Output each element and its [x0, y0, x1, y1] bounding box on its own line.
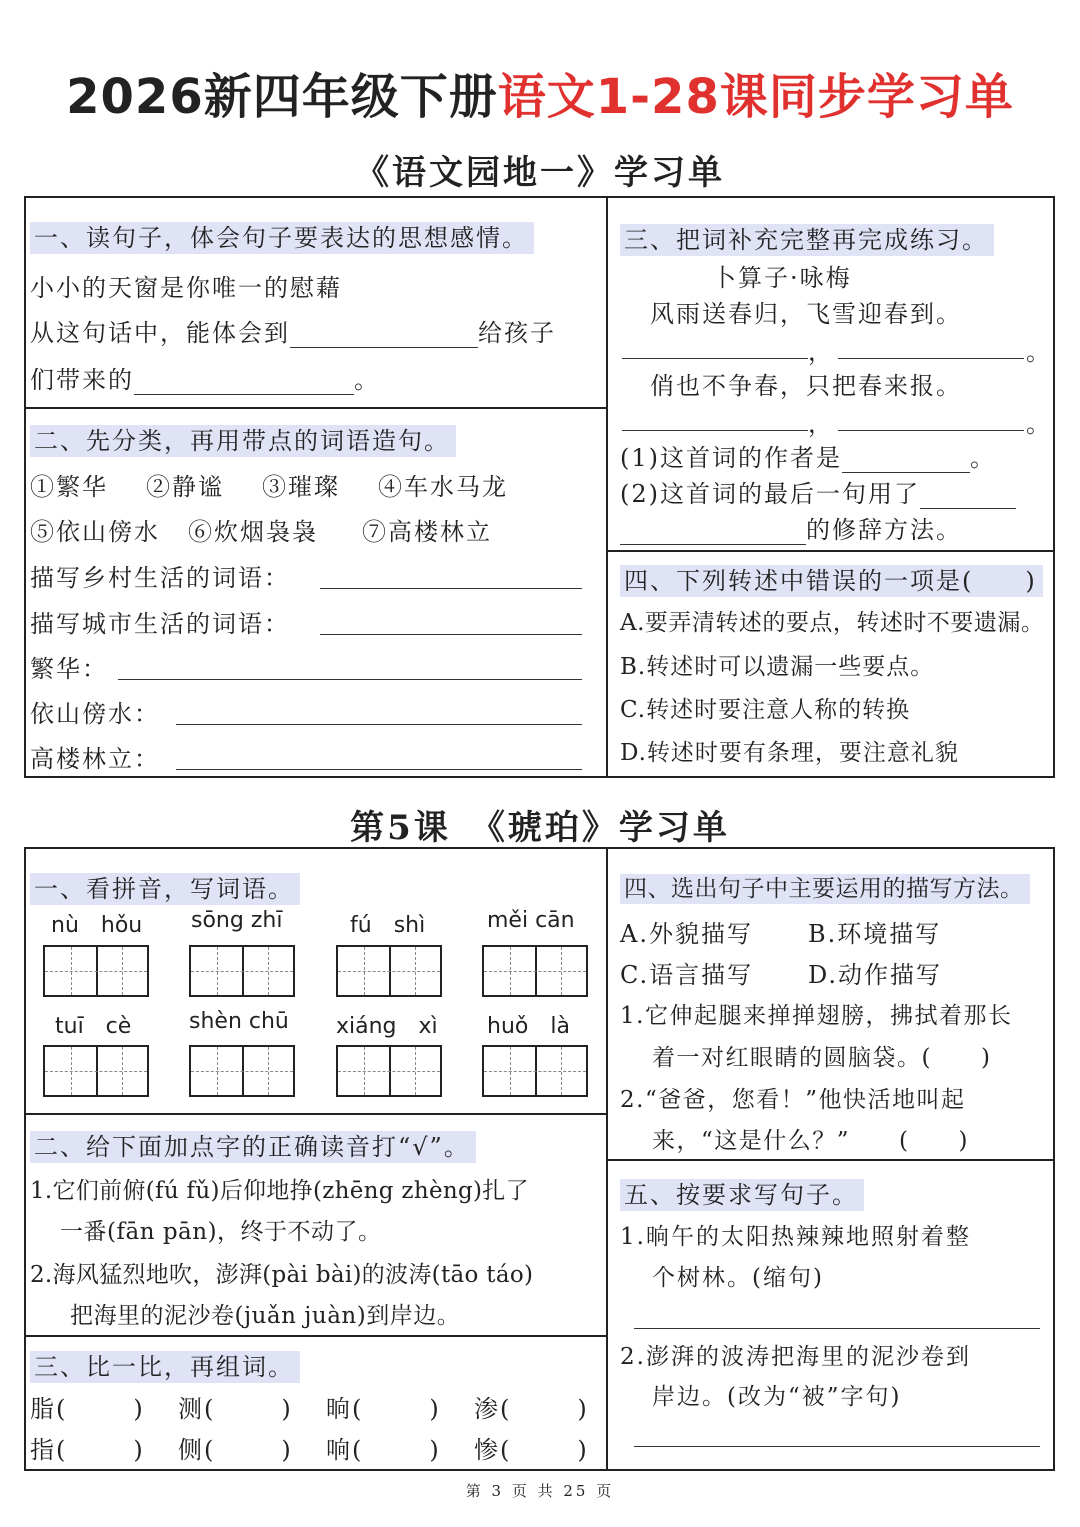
option-a: A.外貌描写: [620, 920, 753, 948]
answer-line[interactable]: [176, 724, 582, 725]
s1-q1-line3: 们带来的 。: [30, 366, 380, 394]
s2-q2-line1: 1.它们前俯(fú fǔ)后仰地挣(zhēng zhèng)扎了: [30, 1178, 529, 1204]
compare-item: 响( ): [326, 1436, 441, 1464]
s1-q2-word: ⑦高楼林立: [362, 518, 492, 546]
title-black: 2026新四年级下册: [66, 69, 498, 125]
title-red: 语文1-28课同步学习单: [497, 69, 1014, 125]
s1-q2-line-urban: 描写城市生活的词语：: [30, 610, 290, 638]
answer-line[interactable]: [838, 430, 1024, 431]
s1-q3-sub1: (1)这首词的作者是 。: [620, 444, 996, 472]
s2-q1-heading: 一、看拼音，写词语。: [30, 869, 300, 904]
option-b: B.环境描写: [808, 920, 942, 948]
writing-box[interactable]: [336, 945, 442, 997]
answer-line[interactable]: [118, 679, 582, 680]
s2-q5-s1b: 个树林。(缩句): [652, 1265, 824, 1291]
writing-box[interactable]: [482, 1045, 588, 1097]
option-c: C.转述时要注意人称的转换: [620, 697, 911, 723]
option-d: D.转述时要有条理，要注意礼貌: [620, 740, 959, 766]
answer-blank[interactable]: [134, 368, 354, 395]
s1-q2-line-gaolou: 高楼林立：: [30, 745, 160, 773]
s2-q4-heading: 四、选出句子中主要运用的描写方法。: [620, 870, 1030, 903]
answer-blank[interactable]: [842, 446, 970, 473]
answer-blank[interactable]: [920, 482, 1016, 509]
answer-line[interactable]: [838, 358, 1024, 359]
s1-q3-sub2b: 的修辞方法。: [620, 510, 962, 545]
pinyin-label: tuī cè: [55, 1014, 132, 1039]
compare-item: 脂( ): [30, 1395, 145, 1423]
writing-box[interactable]: [189, 1045, 295, 1097]
s2-q2-heading: 二、给下面加点字的正确读音打“√”。: [30, 1127, 476, 1162]
pinyin-label: huǒ là: [487, 1014, 570, 1039]
s2-q2-line3: 2.海风猛烈地吹，澎湃(pài bài)的波涛(tāo táo): [30, 1262, 534, 1288]
s2-q5-heading: 五、按要求写句子。: [620, 1175, 864, 1210]
s1-q2-line-fanhua: 繁华：: [30, 655, 108, 683]
compare-item: 指( ): [30, 1436, 145, 1464]
comma: ，: [808, 410, 834, 438]
s2-q4-s1a: 1.它伸起腿来掸掸翅膀，拂拭着那长: [620, 1003, 1013, 1029]
page-footer: 第 3 页 共 25 页: [465, 1482, 615, 1500]
s2-q2-line4: 把海里的泥沙卷(juǎn juàn)到岸边。: [70, 1303, 461, 1329]
option-a: A.要弄清转述的要点，转述时不要遗漏。: [620, 610, 1045, 636]
s1-q2-line-rural: 描写乡村生活的词语：: [30, 564, 290, 592]
period: 。: [1026, 338, 1052, 366]
writing-box[interactable]: [43, 1045, 149, 1097]
s1-q2-line-yishan: 依山傍水：: [30, 700, 160, 728]
s2-q4-s2a: 2.“爸爸，您看！”他快活地叫起: [620, 1087, 966, 1113]
pinyin-label: shèn chū: [189, 1009, 289, 1034]
compare-item: 渗( ): [474, 1395, 589, 1423]
option-b: B.转述时可以遗漏一些要点。: [620, 654, 935, 680]
compare-item: 晌( ): [326, 1395, 441, 1423]
s2-q5-s2b: 岸边。(改为“被”字句): [652, 1384, 902, 1410]
period: 。: [1026, 410, 1052, 438]
s2-q2-line2: 一番(fān pān)，终于不动了。: [60, 1219, 382, 1245]
answer-line[interactable]: [622, 430, 808, 431]
s1-q1-sentence: 小小的天窗是你唯一的慰藉: [30, 274, 342, 302]
section1-title: 《语文园地一》学习单: [355, 153, 725, 193]
s2-q4-s1b: 着一对红眼睛的圆脑袋。( ): [652, 1045, 992, 1071]
writing-box[interactable]: [336, 1045, 442, 1097]
s1-q2-word: ①繁华: [30, 473, 108, 501]
option-c: C.语言描写: [620, 961, 754, 989]
compare-item: 侧( ): [178, 1436, 293, 1464]
answer-line[interactable]: [622, 358, 808, 359]
answer-blank[interactable]: [290, 321, 478, 348]
poem-line2: 俏也不争春，只把春来报。: [650, 372, 962, 400]
s2-q5-s1a: 1.晌午的太阳热辣辣地照射着整: [620, 1224, 971, 1250]
answer-line[interactable]: [320, 634, 582, 635]
main-title: [0, 58, 1080, 127]
compare-item: 测( ): [178, 1395, 293, 1423]
comma: ，: [808, 338, 834, 366]
s1-q2-word: ⑥炊烟袅袅: [188, 518, 318, 546]
option-d: D.动作描写: [808, 961, 943, 989]
s1-q2-word: ⑤依山傍水: [30, 518, 160, 546]
writing-box[interactable]: [43, 945, 149, 997]
section2-title: 第5课 《琥珀》学习单: [350, 808, 730, 848]
pinyin-label: nù hǒu: [51, 913, 143, 938]
poem-line1: 风雨送春归，飞雪迎春到。: [650, 300, 962, 328]
s1-q1-line2: 从这句话中，能体会到 给孩子: [30, 319, 556, 347]
compare-item: 惨( ): [474, 1436, 589, 1464]
poem-title: 卜算子·咏梅: [712, 264, 852, 292]
s2-q3-heading: 三、比一比，再组词。: [30, 1347, 300, 1382]
s1-q4-heading: 四、下列转述中错误的一项是( ): [620, 561, 1043, 596]
answer-blank[interactable]: [620, 518, 806, 545]
s1-q2-word: ③璀璨: [262, 473, 340, 501]
writing-box[interactable]: [482, 945, 588, 997]
s1-q3-sub2: (2)这首词的最后一句用了: [620, 474, 1016, 509]
pinyin-label: sōng zhī: [191, 908, 283, 933]
s1-q2-word: ④车水马龙: [378, 473, 508, 501]
answer-line[interactable]: [634, 1328, 1040, 1329]
answer-line[interactable]: [634, 1446, 1040, 1447]
s2-q4-s2b: 来，“这是什么？” ( ): [652, 1128, 969, 1154]
s1-q2-heading: 二、先分类，再用带点的词语造句。: [30, 421, 456, 456]
s1-q1-heading: 一、读句子，体会句子要表达的思想感情。: [30, 218, 534, 253]
pinyin-label: fú shì: [350, 913, 426, 938]
writing-box[interactable]: [189, 945, 295, 997]
pinyin-label: měi cān: [487, 908, 575, 933]
pinyin-label: xiáng xì: [336, 1014, 438, 1039]
s1-q3-heading: 三、把词补充完整再完成练习。: [620, 220, 994, 255]
s2-q5-s2a: 2.澎湃的波涛把海里的泥沙卷到: [620, 1344, 971, 1370]
answer-line[interactable]: [320, 588, 582, 589]
answer-line[interactable]: [176, 769, 582, 770]
s1-q2-word: ②静谧: [146, 473, 224, 501]
